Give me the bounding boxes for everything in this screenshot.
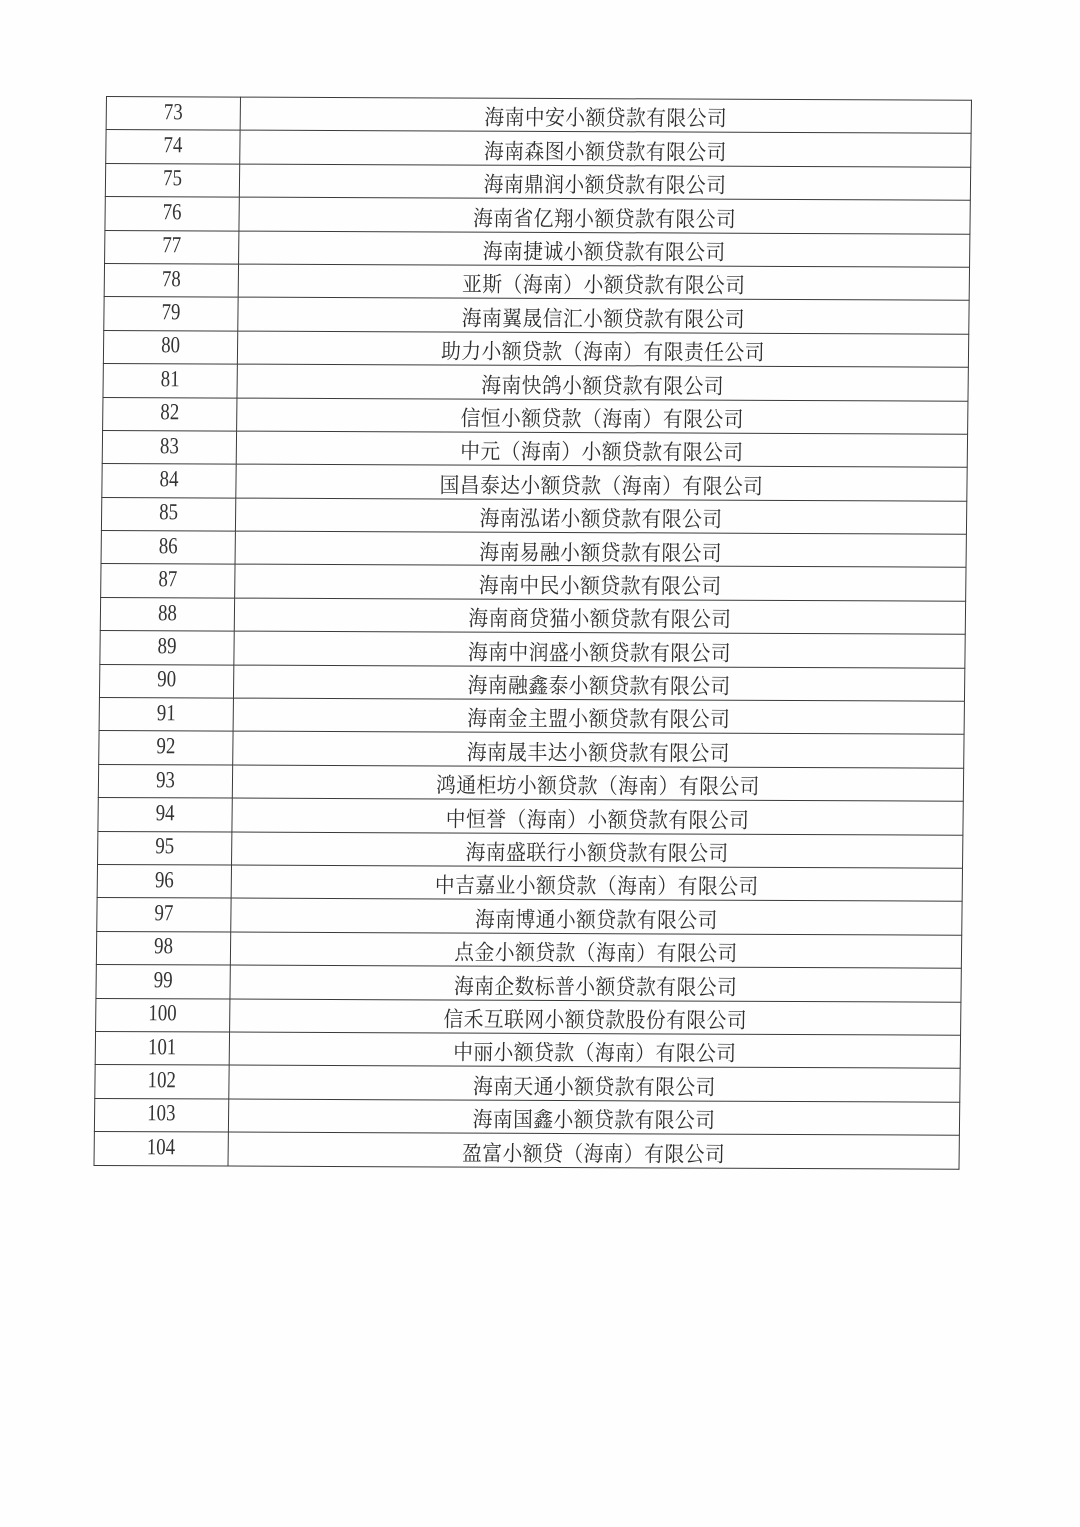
company-name: 海南鼎润小额贷款有限公司 [483, 172, 727, 199]
company-name-cell [236, 431, 967, 468]
table-row [103, 330, 968, 367]
company-name: 海南盛联行小额贷款有限公司 [465, 840, 729, 867]
row-index: 102 [147, 1067, 177, 1093]
company-name-cell [228, 1099, 959, 1136]
company-name-cell [231, 898, 962, 935]
company-name-cell [233, 698, 964, 735]
table-row [99, 664, 964, 701]
row-index-cell [99, 698, 233, 732]
table-row [95, 1065, 960, 1102]
row-index-cell [104, 297, 238, 331]
company-name: 亚斯（海南）小额贷款有限公司 [461, 272, 746, 300]
company-name: 海南企数标普小额贷款有限公司 [453, 974, 738, 1001]
row-index: 78 [161, 265, 181, 291]
company-name: 海南融鑫泰小额贷款有限公司 [467, 673, 731, 700]
table-row [98, 831, 963, 868]
company-name-cell [240, 130, 971, 167]
company-name-cell [233, 665, 964, 702]
company-name: 海南翼晟信汇小额贷款有限公司 [461, 306, 746, 333]
row-index: 81 [160, 366, 180, 392]
row-index: 86 [158, 533, 178, 559]
row-index-cell [97, 864, 231, 898]
row-index-cell [103, 364, 237, 398]
company-name-cell [229, 1032, 960, 1069]
table-row [103, 364, 968, 401]
row-index-cell [96, 931, 230, 965]
company-name: 海南天通小额贷款有限公司 [472, 1074, 717, 1101]
row-index-cell [101, 531, 235, 565]
company-name-cell [231, 865, 962, 902]
row-index: 76 [162, 199, 182, 225]
row-index-cell [102, 430, 236, 464]
row-index: 87 [158, 566, 178, 592]
company-name: 海南易融小额贷款有限公司 [479, 540, 723, 567]
company-name: 中恒誉（海南）小额贷款有限公司 [445, 807, 750, 834]
company-list-table [93, 96, 971, 1169]
company-name-cell [230, 999, 961, 1036]
company-name-cell [228, 1132, 959, 1169]
company-name: 海南晟丰达小额贷款有限公司 [466, 740, 731, 767]
company-name-cell [230, 965, 961, 1002]
row-index-cell [106, 130, 240, 164]
row-index-cell [98, 764, 232, 798]
row-index-cell [94, 1098, 228, 1132]
row-index: 80 [161, 332, 181, 358]
table-row [102, 430, 967, 467]
row-index-cell [99, 731, 233, 765]
company-name-cell [232, 832, 963, 869]
row-index-cell [103, 330, 237, 364]
row-index-cell [102, 464, 236, 498]
table-row [95, 1031, 960, 1068]
row-index-cell [98, 798, 232, 832]
company-name: 海南捷诚小额贷款有限公司 [482, 239, 726, 266]
company-name: 海南森图小额贷款有限公司 [483, 139, 727, 166]
company-name-cell [234, 631, 965, 668]
row-index: 101 [148, 1033, 177, 1059]
row-index-cell [103, 397, 237, 431]
row-index-cell [104, 263, 238, 297]
company-name: 海南商贷猫小额贷款有限公司 [468, 606, 732, 634]
row-index-cell [101, 564, 235, 598]
row-index: 74 [163, 132, 183, 158]
row-index-cell [98, 831, 232, 865]
table-row [96, 931, 961, 968]
table-row [104, 263, 969, 300]
company-name: 点金小额贷款（海南）有限公司 [454, 940, 738, 967]
company-name: 海南博通小额贷款有限公司 [474, 907, 718, 934]
table-row [106, 130, 971, 167]
table-row [101, 497, 966, 534]
row-index-cell [105, 197, 239, 231]
row-index: 96 [154, 866, 174, 892]
table-row [105, 230, 970, 267]
company-name: 信禾互联网小额贷款股份有限公司 [443, 1007, 748, 1034]
row-index-cell [95, 1031, 229, 1065]
company-name: 海南泓诺小额贷款有限公司 [479, 506, 723, 533]
row-index-cell [106, 97, 240, 131]
row-index: 93 [155, 766, 176, 792]
row-index: 89 [157, 633, 177, 659]
company-name: 海南快鸽小额贷款有限公司 [481, 373, 725, 400]
company-name: 国昌泰达小额贷款（海南）有限公司 [439, 473, 764, 500]
table-row [96, 965, 961, 1002]
company-name-cell [235, 498, 966, 535]
company-name: 海南金主盟小额贷款有限公司 [467, 707, 731, 734]
row-index: 77 [162, 232, 182, 258]
row-index: 82 [160, 399, 180, 425]
row-index-cell [95, 1065, 229, 1099]
row-index: 97 [154, 900, 174, 926]
row-index: 84 [159, 466, 179, 492]
company-name-cell [235, 531, 966, 568]
company-name-cell [238, 264, 969, 301]
row-index-cell [100, 597, 234, 631]
table-row [94, 1132, 959, 1169]
company-name: 海南中安小额贷款有限公司 [484, 106, 728, 133]
table-row [101, 564, 966, 601]
row-index: 100 [148, 1000, 178, 1026]
row-index: 83 [159, 432, 179, 458]
row-index: 94 [155, 800, 175, 826]
row-index-cell [105, 230, 239, 264]
row-index: 92 [156, 733, 176, 759]
company-name-cell [238, 297, 969, 334]
row-index-cell [96, 965, 230, 999]
table-row [106, 97, 971, 134]
row-index: 75 [162, 165, 183, 191]
company-name: 助力小额贷款（海南）有限责任公司 [440, 339, 766, 367]
table-row [96, 998, 961, 1035]
table-row [105, 163, 970, 200]
company-name-cell [232, 798, 963, 835]
row-index: 95 [155, 833, 175, 859]
table-row [98, 764, 963, 801]
row-index-cell [94, 1132, 228, 1166]
table-row [101, 531, 966, 568]
company-name: 中元（海南）小额贷款有限公司 [460, 439, 744, 467]
table-row [99, 698, 964, 735]
company-name: 海南国鑫小额贷款有限公司 [472, 1107, 716, 1134]
company-name-cell [230, 932, 961, 969]
company-name-cell [232, 765, 963, 802]
row-index: 85 [159, 499, 179, 525]
table-row [97, 864, 962, 901]
table-container [93, 96, 971, 1169]
company-name: 信恒小额贷款（海南）有限公司 [460, 406, 745, 433]
table-row [98, 798, 963, 835]
company-name-cell [239, 197, 970, 234]
company-name-cell [236, 464, 967, 501]
company-name-cell [237, 364, 968, 401]
row-index-cell [96, 998, 230, 1032]
row-index: 98 [153, 933, 174, 959]
row-index: 88 [157, 599, 178, 625]
table-body [94, 97, 971, 1169]
row-index-cell [97, 898, 231, 932]
company-name-cell [233, 731, 964, 768]
company-name-cell [239, 231, 970, 268]
company-name: 中丽小额贷款（海南）有限公司 [452, 1040, 737, 1068]
company-name: 海南中润盛小额贷款有限公司 [467, 640, 732, 667]
table-row [97, 898, 962, 935]
table-row [100, 597, 965, 634]
row-index: 73 [163, 98, 183, 125]
row-index-cell [100, 631, 234, 665]
table-row [99, 731, 964, 768]
table-row [103, 397, 968, 434]
company-name: 盈富小额贷（海南）有限公司 [461, 1141, 726, 1168]
row-index: 103 [147, 1100, 176, 1126]
row-index: 104 [146, 1133, 176, 1160]
row-index: 90 [157, 666, 177, 692]
table-row [100, 631, 965, 668]
row-index: 99 [153, 967, 173, 993]
row-index: 79 [161, 299, 181, 325]
company-name: 鸿通柜坊小额贷款（海南）有限公司 [435, 773, 761, 801]
company-name-cell [235, 565, 966, 602]
company-name-cell [229, 1065, 960, 1102]
row-index-cell [105, 163, 239, 197]
company-name: 中吉嘉业小额贷款（海南）有限公司 [434, 873, 759, 901]
table-row [102, 464, 967, 501]
row-index-cell [101, 497, 235, 531]
company-name: 海南省亿翔小额贷款有限公司 [472, 206, 737, 233]
row-index: 91 [156, 699, 176, 726]
company-name-cell [240, 97, 971, 134]
table-row [105, 197, 970, 234]
company-name: 海南中民小额贷款有限公司 [478, 573, 722, 600]
table-row [104, 297, 969, 334]
company-name-cell [237, 331, 968, 368]
table-row [94, 1098, 959, 1135]
row-index-cell [99, 664, 233, 698]
company-name-cell [237, 398, 968, 435]
company-name-cell [239, 164, 970, 201]
company-name-cell [234, 598, 965, 635]
